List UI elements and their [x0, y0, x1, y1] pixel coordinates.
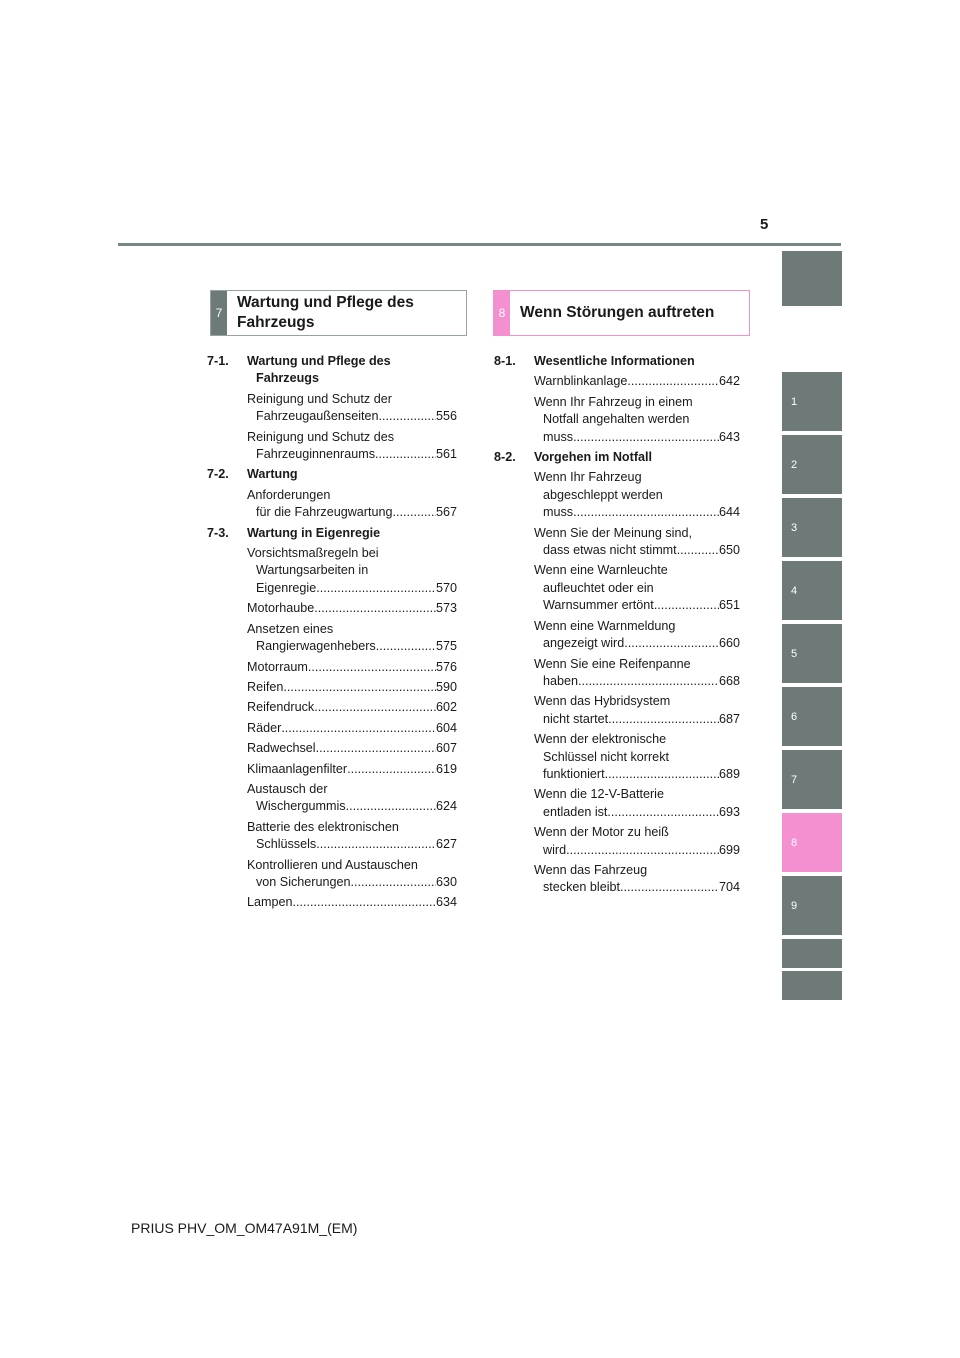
entry-last-line: [247, 836, 457, 853]
chapter-tab-7[interactable]: 7: [782, 750, 842, 809]
entry-last-line: [247, 408, 457, 425]
entry-last-line: [247, 699, 457, 716]
page-ref: 573: [435, 601, 457, 616]
chapter-tab-3[interactable]: 3: [782, 498, 842, 557]
entry-text-line: Anforderungen: [247, 487, 331, 502]
page-ref: 624: [435, 799, 457, 814]
entry-text-line: wird: [543, 842, 567, 857]
toc-entry[interactable]: [247, 720, 457, 737]
page-ref: 619: [435, 761, 457, 776]
entry-last-line: [247, 600, 457, 617]
page-ref: 689: [718, 766, 740, 781]
dot-leader: [283, 679, 436, 696]
chapter-heading: [207, 525, 457, 542]
toc-entry[interactable]: [534, 469, 740, 521]
dot-leader: [566, 842, 719, 859]
page-ref: 634: [435, 895, 457, 910]
section-number: 8: [494, 291, 510, 335]
entry-text-line: abgeschleppt werden: [543, 487, 663, 502]
entry-last-line: [247, 740, 457, 757]
entry-text-line: Ansetzen eines: [247, 621, 334, 636]
toc-entry[interactable]: [534, 731, 740, 783]
dot-leader: [573, 429, 719, 446]
chapter-title-line: Wartung: [247, 467, 298, 482]
dot-leader: [605, 766, 719, 783]
page-ref: 630: [435, 874, 457, 889]
entry-text-line: Reinigung und Schutz der: [247, 391, 392, 406]
page-ref: 693: [718, 804, 740, 819]
entry-last-line: [534, 597, 740, 614]
dot-leader: [624, 635, 719, 652]
toc-entry[interactable]: [247, 781, 457, 816]
dot-leader: [316, 836, 436, 853]
entry-text-line: stecken bleibt: [543, 880, 621, 895]
entry-last-line: [534, 842, 740, 859]
entry-text-line: Radwechsel: [247, 741, 316, 756]
entry-text-line: Reifen: [247, 679, 284, 694]
entry-last-line: [534, 804, 740, 821]
entry-text-line: aufleuchtet oder ein: [543, 580, 654, 595]
entry-text-line: Räder: [247, 720, 282, 735]
entry-last-line: [247, 504, 457, 521]
page-ref: 643: [718, 429, 740, 444]
entry-text-line: Lampen: [247, 895, 293, 910]
entry-text-line: Vorsichtsmaßregeln bei: [247, 546, 379, 561]
toc-column-left: [207, 353, 457, 915]
entry-text-line: Notfall angehalten werden: [543, 412, 690, 427]
entry-text-line: Wenn eine Warnmeldung: [534, 618, 676, 633]
page-ref: 704: [718, 880, 740, 895]
toc-entry[interactable]: [247, 819, 457, 854]
page-ref: 561: [435, 447, 457, 462]
entry-text-line: Wischergummis: [256, 799, 346, 814]
entry-last-line: [247, 874, 457, 891]
page-ref: 604: [435, 720, 457, 735]
toc-entry[interactable]: [247, 600, 457, 617]
chapter-title-line: Wartung und Pflege des: [247, 354, 391, 368]
entry-text-line: Kontrollieren und Austauschen: [247, 857, 418, 872]
page-ref: 660: [718, 636, 740, 651]
toc-entry[interactable]: [534, 618, 740, 653]
dot-leader: [620, 879, 719, 896]
page-ref: 556: [435, 409, 457, 424]
toc-entry[interactable]: [534, 525, 740, 560]
entry-text-line: Schlüssel nicht korrekt: [543, 749, 669, 764]
entry-text-line: Wenn das Fahrzeug: [534, 862, 648, 877]
toc-entry[interactable]: [534, 562, 740, 614]
page-ref: 576: [435, 659, 457, 674]
toc-entry[interactable]: [247, 429, 457, 464]
page-ref: 699: [718, 842, 740, 857]
toc-entry[interactable]: [247, 679, 457, 696]
document-code-footer: PRIUS PHV_OM_OM47A91M_(EM): [131, 1220, 358, 1236]
entry-last-line: [534, 429, 740, 446]
page-number: 5: [760, 216, 769, 233]
page-ref: 567: [435, 505, 457, 520]
dot-leader: [351, 874, 436, 891]
toc-entry[interactable]: [247, 659, 457, 676]
page-ref: 668: [718, 673, 740, 688]
entry-last-line: [534, 879, 740, 896]
chapter-title: [247, 353, 391, 388]
entry-last-line: [247, 761, 457, 778]
toc-entry[interactable]: [247, 487, 457, 522]
entry-text-line: Wenn eine Warnleuchte: [534, 563, 668, 578]
entry-text-line: dass etwas nicht stimmt: [543, 543, 677, 558]
dot-leader: [654, 597, 719, 614]
toc-entry[interactable]: [247, 761, 457, 778]
dot-leader: [393, 504, 436, 521]
page-ref: 575: [435, 639, 457, 654]
entry-text-line: Fahrzeugaußenseiten: [256, 409, 379, 424]
entry-text-line: Rangierwagenhebers: [256, 639, 376, 654]
entry-text-line: Warnblinkanlage: [534, 374, 628, 389]
entry-text-line: Wartungsarbeiten in: [256, 563, 369, 578]
entry-last-line: [534, 504, 740, 521]
chapter-number: 8-1.: [494, 354, 516, 368]
entry-text-line: Austausch der: [247, 781, 328, 796]
chapter-tab-index-2[interactable]: [782, 971, 842, 1000]
chapter-number: 7-1.: [207, 354, 229, 368]
toc-entry[interactable]: [534, 862, 740, 897]
entry-text-line: muss: [543, 505, 574, 520]
entry-last-line: [534, 542, 740, 559]
section-header-8: [493, 290, 750, 336]
entry-text-line: Schlüssels: [256, 837, 317, 852]
dot-leader: [347, 761, 436, 778]
toc-entry[interactable]: [534, 786, 740, 821]
dot-leader: [308, 659, 436, 676]
toc-entry[interactable]: [247, 699, 457, 716]
dot-leader: [314, 600, 436, 617]
entry-text-line: muss: [543, 429, 574, 444]
chapter-number: 7-3.: [207, 525, 229, 540]
toc-entry[interactable]: [534, 394, 740, 446]
dot-leader: [573, 504, 719, 521]
entry-text-line: Wenn Sie eine Reifenpanne: [534, 656, 691, 671]
entry-last-line: [247, 679, 457, 696]
chapter-tab-4[interactable]: 4: [782, 561, 842, 620]
page-ref: 650: [718, 543, 740, 558]
entry-last-line: [534, 373, 740, 390]
chapter-title: [247, 466, 298, 483]
entry-last-line: [247, 720, 457, 737]
chapter-number: 7-2.: [207, 467, 229, 482]
dot-leader: [293, 894, 436, 911]
dot-leader: [677, 542, 719, 559]
section-header-7: [210, 290, 467, 336]
entry-text-line: von Sicherungen: [256, 874, 351, 889]
toc-entry[interactable]: [247, 621, 457, 656]
toc-entry[interactable]: [247, 857, 457, 892]
entry-last-line: [534, 711, 740, 728]
entry-text-line: Wenn das Hybridsystem: [534, 694, 671, 709]
entry-text-line: funktioniert: [543, 766, 605, 781]
entry-text-line: Fahrzeuginnenraums: [256, 447, 376, 462]
page-ref: 642: [718, 374, 740, 389]
toc-entry[interactable]: [534, 824, 740, 859]
page-ref: 627: [435, 837, 457, 852]
dot-leader: [376, 638, 436, 655]
section-title: Wenn Störungen auftreten: [520, 304, 715, 321]
toc-column-right: [494, 353, 740, 900]
entry-last-line: [247, 446, 457, 463]
dot-leader: [314, 699, 436, 716]
entry-text-line: Motorhaube: [247, 601, 315, 616]
entry-text-line: Wenn die 12-V-Batterie: [534, 787, 664, 802]
page-ref: 644: [718, 505, 740, 520]
toc-entry[interactable]: [534, 373, 740, 390]
entry-text-line: Wenn der elektronische: [534, 732, 667, 747]
entry-last-line: [534, 766, 740, 783]
chapter-title-line: Wartung in Eigenregie: [247, 525, 381, 540]
entry-text-line: nicht startet: [543, 711, 609, 726]
toc-entry[interactable]: [534, 656, 740, 691]
chapter-tab-index-1[interactable]: [782, 939, 842, 968]
page-ref: 651: [718, 598, 740, 613]
section-number: 7: [211, 291, 227, 335]
chapter-title-line: Wesentliche Informationen: [534, 354, 695, 368]
entry-text-line: Wenn der Motor zu heiß: [534, 825, 669, 840]
chapter-title: [534, 449, 652, 466]
chapter-tab-1[interactable]: 1: [782, 372, 842, 431]
chapter-heading: [494, 353, 740, 370]
chapter-tab-2[interactable]: 2: [782, 435, 842, 494]
dot-leader: [607, 804, 719, 821]
chapter-heading: [207, 353, 457, 388]
header-rule: [118, 243, 841, 246]
chapter-tab-9[interactable]: 9: [782, 876, 842, 935]
entry-text-line: Wenn Ihr Fahrzeug in einem: [534, 394, 693, 409]
chapter-tab-8[interactable]: 8: [782, 813, 842, 872]
entry-text-line: haben: [543, 673, 579, 688]
entry-last-line: [247, 798, 457, 815]
page-ref: 570: [435, 580, 457, 595]
entry-text-line: Wenn Ihr Fahrzeug: [534, 470, 642, 485]
chapter-number: 8-2.: [494, 450, 516, 465]
chapter-title-line: Vorgehen im Notfall: [534, 450, 653, 465]
section-title: Wartung und Pflege des Fahrzeugs: [237, 294, 414, 331]
page-ref: 687: [718, 711, 740, 726]
dot-leader: [379, 408, 436, 425]
entry-last-line: [534, 635, 740, 652]
dot-leader: [627, 373, 719, 390]
chapter-heading: [207, 466, 457, 483]
entry-text-line: für die Fahrzeugwartung: [256, 505, 393, 520]
entry-last-line: [247, 580, 457, 597]
dot-leader: [316, 740, 436, 757]
dot-leader: [346, 798, 436, 815]
entry-text-line: Eigenregie: [256, 580, 317, 595]
entry-text-line: Klimaanlagenfilter: [247, 761, 348, 776]
dot-leader: [608, 711, 719, 728]
chapter-heading: [494, 449, 740, 466]
entry-text-line: Batterie des elektronischen: [247, 819, 399, 834]
chapter-title: [247, 525, 380, 542]
entry-text-line: Wenn Sie der Meinung sind,: [534, 525, 692, 540]
entry-text-line: Reinigung und Schutz des: [247, 429, 395, 444]
chapter-tab-6[interactable]: 6: [782, 687, 842, 746]
entry-last-line: [247, 894, 457, 911]
chapter-tab-blank-top[interactable]: [782, 251, 842, 306]
entry-text-line: angezeigt wird: [543, 636, 625, 651]
entry-text-line: entladen ist: [543, 804, 608, 819]
toc-entry[interactable]: [247, 545, 457, 597]
entry-text-line: Motorraum: [247, 659, 308, 674]
dot-leader: [375, 446, 436, 463]
page-ref: 590: [435, 679, 457, 694]
dot-leader: [316, 580, 436, 597]
dot-leader: [281, 720, 436, 737]
entry-text-line: Reifendruck: [247, 700, 315, 715]
toc-entry[interactable]: [247, 894, 457, 911]
page-ref: 607: [435, 741, 457, 756]
toc-entry[interactable]: [534, 693, 740, 728]
toc-entry[interactable]: [247, 391, 457, 426]
chapter-tab-5[interactable]: 5: [782, 624, 842, 683]
dot-leader: [578, 673, 719, 690]
entry-last-line: [247, 638, 457, 655]
toc-entry[interactable]: [247, 740, 457, 757]
chapter-title: [534, 353, 695, 370]
entry-last-line: [247, 659, 457, 676]
page-ref: 602: [435, 700, 457, 715]
chapter-title-line: Fahrzeugs: [256, 371, 319, 386]
entry-text-line: Warnsummer ertönt: [543, 598, 654, 613]
entry-last-line: [534, 673, 740, 690]
